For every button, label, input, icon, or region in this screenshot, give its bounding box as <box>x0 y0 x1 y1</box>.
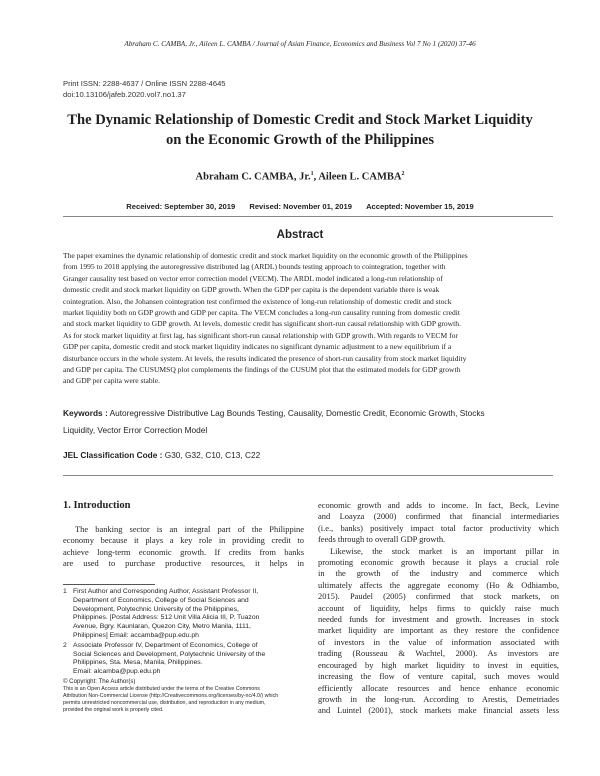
revised-date: Revised: November 01, 2019 <box>249 202 352 211</box>
left-column <box>63 500 304 570</box>
license-line: This is an Open Access article distributed under the terms of the Creative Commons <box>63 685 260 692</box>
abstract-line: and stock market liquidity to GDP growth. At levels, domestic credit has significant short-run causal relationship with GDP growth. <box>63 319 461 329</box>
author-separator: , <box>313 171 319 183</box>
abstract-line: Granger causality test based on vector error correction model (VECM). The ARDL model indicated a long-run relationship of <box>63 273 443 283</box>
received-date: Received: September 30, 2019 <box>126 202 236 211</box>
keywords-text: Autoregressive Distributive Lag Bounds Testing, Causality, Domestic Credit, Economic Growth, Stocks <box>107 408 485 418</box>
text-line: market liquidity are important as they restore the confidence <box>318 625 559 636</box>
abstract-line: GDP per capita, domestic credit and stock market liquidity indicates no significant dynamic adjustment to a new equilibrium if a <box>63 342 452 352</box>
text-line: needed funds for investment and growth. Increases in stock <box>318 614 559 625</box>
text-line: encouraged by high market liquidity to invest in equities, <box>318 659 559 670</box>
running-head: Abraham C. CAMBA, Jr., Aileen L. CAMBA / Journal of Asian Finance, Economics and Business Vol 7 No 1 (2020) 37-46 <box>124 40 476 48</box>
text-line: economic growth and adds to income. In fact, Beck, Levine <box>318 500 559 510</box>
text-line: are used to purchase productive resources, it helps in <box>63 558 304 569</box>
text-line: feeds through to overall GDP growth. <box>318 534 446 545</box>
abstract-line: domestic credit and stock market liquidity on GDP growth. When the GDP per capita is the dependent variable there is weak <box>63 285 440 295</box>
text-line: 2015). Paudel (2005) confirmed that stock markets, on <box>318 591 559 602</box>
jel-label: JEL Classification Code : <box>63 450 163 460</box>
text-line: (i.e., banks) positively impact total factor productivity which <box>318 522 559 533</box>
footnote-number: 1 <box>63 588 67 595</box>
author-affiliation-mark: 2 <box>401 171 405 177</box>
author-list <box>0 171 600 183</box>
footnote-line: Avenue, Bgry. Kaunlaran, Quezon City, Metro Manila, 1111, <box>73 623 251 631</box>
license-notice <box>63 686 304 714</box>
abstract-line: and GDP per capita. The CUSUMSQ plot complements the findings of the CUSUM plot that the estimated models for GDP growth <box>63 365 461 375</box>
text-line: and Loayza (2000) confirmed that financial intermediaries <box>318 511 559 522</box>
jel-codes: G30, G32, C10, C13, C22 <box>162 450 261 460</box>
abstract-heading: Abstract <box>276 229 324 241</box>
author-name: Abraham C. CAMBA, Jr. <box>195 171 311 183</box>
text-line: efficiently allocate resources and hence enhance economic <box>318 682 559 693</box>
footnote <box>63 588 304 641</box>
text-line: economy because it plays a key role in providing credit to <box>63 535 304 546</box>
footnote-line: Philippines] Email: accamba@pup.edu.ph <box>73 631 199 639</box>
title-line: The Dynamic Relationship of Domestic Credit and Stock Market Liquidity <box>67 112 533 128</box>
abstract-line: cointegration. Also, the Johansen cointegration test confirmed the existence of long-run relationship of domestic credit and stock <box>63 296 452 306</box>
keywords-label: Keywords : <box>63 408 108 418</box>
text-line: increasing the flow of venture capital, such moves would <box>318 671 559 682</box>
body-paragraph <box>318 500 559 546</box>
text-line: achieve long-term economic growth. If credits from banks <box>63 546 304 557</box>
keywords-text: Liquidity, Vector Error Correction Model <box>63 424 208 435</box>
text-line: ultimately affects the aggregate economy (Ho & Odhiambo, <box>318 579 559 590</box>
footnote-line: Social Sciences and Development, Polytechnic University of the <box>73 650 266 658</box>
footnote-line: First Author and Corresponding Author, Assistant Professor II, <box>73 588 259 595</box>
footnote-number: 2 <box>63 641 67 649</box>
text-line: trading (Rousseau & Wachtel, 2000). As investors are <box>318 648 559 659</box>
footnote-line: Department of Economics, College of Social Sciences and <box>73 596 249 604</box>
license-line: provided the original work is properly cited. <box>63 706 164 713</box>
keywords <box>63 405 553 438</box>
divider-top <box>63 216 553 217</box>
text-line: Likewise, the stock market is an important pillar in <box>330 545 559 556</box>
footnote-line: Associate Professor IV, Department of Economics, College of <box>73 641 258 649</box>
footnote-line: Philippines. [Postal Address: 512 Unit Villa Alicia III, P. Tuazon <box>73 614 260 622</box>
jel-classification <box>63 450 553 460</box>
text-line: growth in the long-run. According to Arestis, Demetriades <box>318 693 559 704</box>
paper-title <box>40 110 560 150</box>
text-line: The banking sector is an integral part of the Philippine <box>75 524 304 534</box>
abstract-line: market liquidity both on GDP growth and GDP per capita. The VECM concludes a long-run causality running from domestic credit <box>63 308 460 318</box>
abstract-line: and GDP per capita were stable. <box>63 376 160 386</box>
footnotes <box>63 588 304 714</box>
footnote-rule <box>63 584 155 585</box>
license-line: Attribution Non-Commercial License (http://Creativecommons.org/licenses/by-nc/4.0/) which <box>63 692 279 699</box>
author-name: Aileen L. CAMBA <box>318 171 402 183</box>
text-line: and Luintel (2001), stock markets make financial assets less <box>318 705 559 716</box>
text-line: promoting economic growth because it plays a crucial role <box>318 557 559 568</box>
issn-line: Print ISSN: 2288-4637 / Online ISSN 2288-4645 <box>63 79 226 88</box>
right-column <box>318 500 559 717</box>
issn-block <box>63 78 226 100</box>
footnote-line: Philippines, Sta. Mesa, Manila, Philippines. <box>73 659 203 667</box>
footnote <box>63 642 304 677</box>
body-paragraph <box>63 524 304 570</box>
license-line: permits unrestricted noncommercial use, distribution, and reproduction in any medium, <box>63 699 266 706</box>
abstract-line: The paper examines the dynamic relationship of domestic credit and stock market liquidity on the economic growth of the Philippines <box>63 251 468 260</box>
accepted-date: Accepted: November 15, 2019 <box>366 202 474 211</box>
title-line: on the Economic Growth of the Philippines <box>165 132 435 148</box>
text-line: of investors in the value of information associated with <box>318 636 559 647</box>
footnote-line: Development, Polytechnic University of the Philippines, <box>73 605 239 613</box>
footnote-line: Email: alcamba@pup.edu.ph <box>73 668 161 676</box>
abstract-line: As for stock market liquidity at first lag, has significant short-run causal relationship with GDP growth. With regards to VECM for <box>63 330 458 340</box>
text-line: account of liquidity, helps firms to quickly raise much <box>318 602 559 613</box>
divider-bottom <box>63 475 553 476</box>
text-line: in the growth of the industry and commerce which <box>318 568 559 579</box>
abstract-line: disturbance occurs in the whole system. At levels, the results indicated the presence of short-run causality from stock market liquidity <box>63 353 467 363</box>
copyright-notice: © Copyright: The Author(s) <box>63 677 136 685</box>
section-heading: 1. Introduction <box>63 500 131 511</box>
doi-line: doi:10.13106/jafeb.2020.vol7.no1.37 <box>63 90 186 99</box>
abstract-body <box>63 250 553 387</box>
abstract-line: from 1995 to 2018 applying the autoregressive distributed lag (ARDL) bounds testing approach to cointegration, together with <box>63 262 446 272</box>
author-affiliation-mark: 1 <box>310 171 314 177</box>
publication-dates <box>0 202 600 211</box>
body-paragraph <box>318 546 559 717</box>
